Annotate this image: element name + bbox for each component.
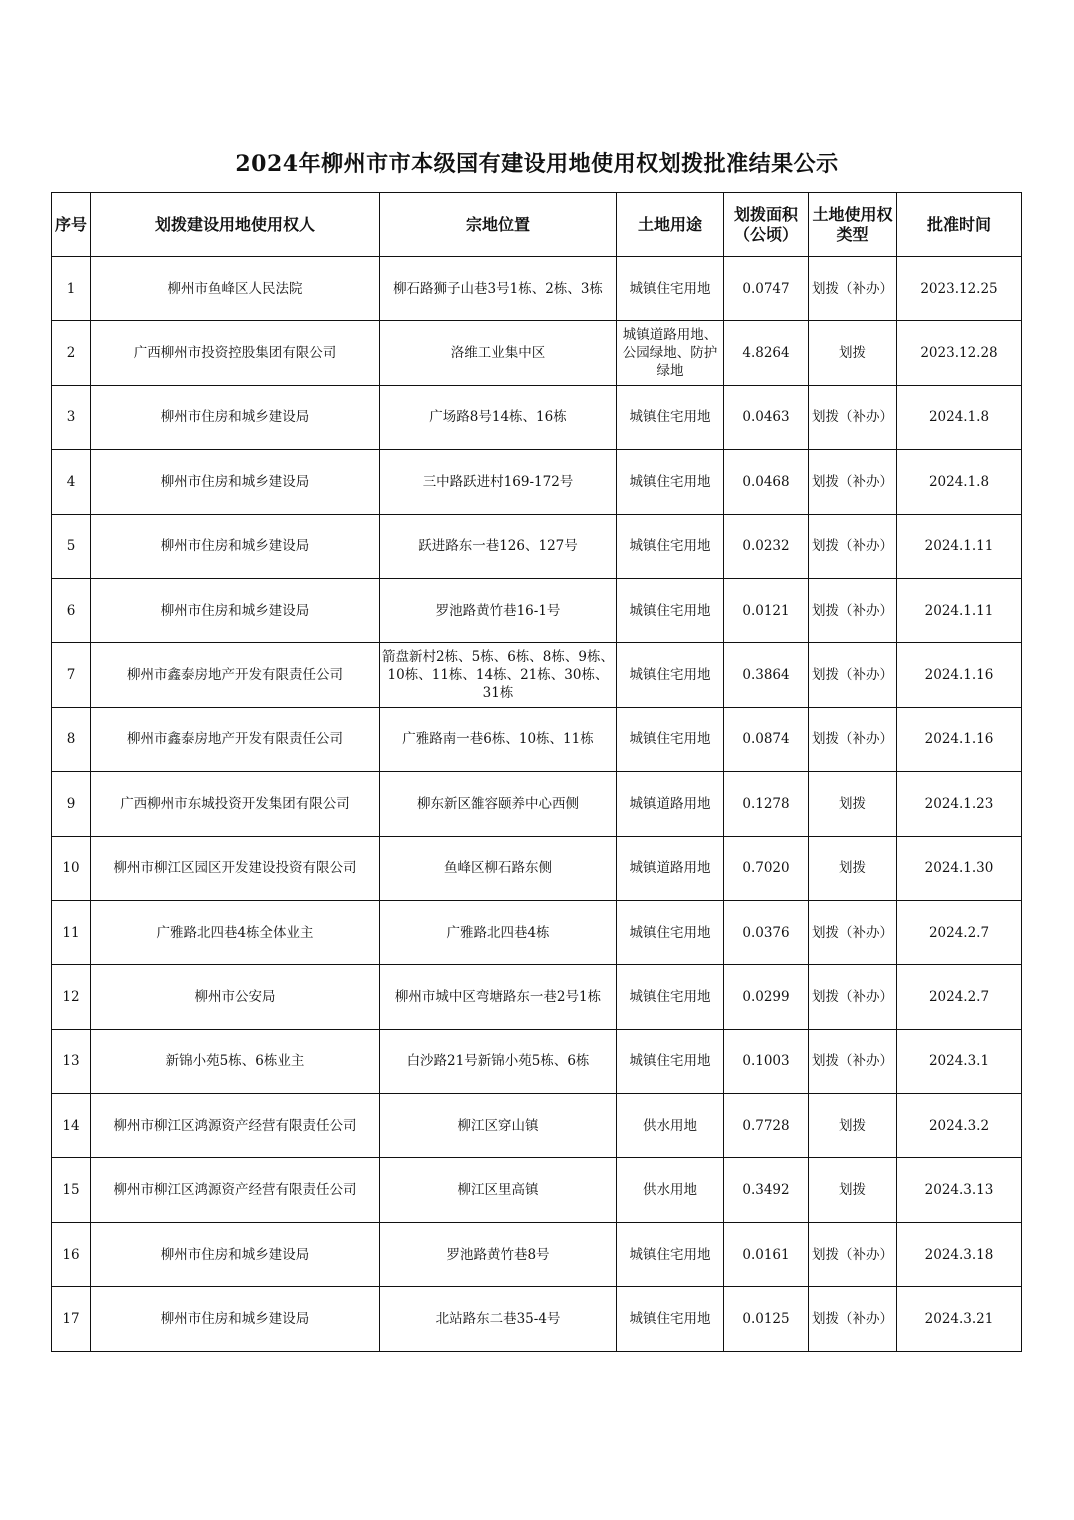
row-holder: 柳州市住房和城乡建设局 bbox=[91, 578, 380, 642]
table-row bbox=[52, 772, 1022, 836]
row-use: 城镇住宅用地 bbox=[617, 257, 724, 321]
row-date: 2024.1.11 bbox=[897, 514, 1022, 578]
row-index: 10 bbox=[52, 836, 91, 900]
row-holder: 柳州市住房和城乡建设局 bbox=[91, 1287, 380, 1351]
table-row bbox=[52, 1158, 1022, 1222]
header-holder: 划拨建设用地使用权人 bbox=[91, 193, 380, 257]
row-area: 0.0874 bbox=[724, 707, 809, 771]
row-use: 供水用地 bbox=[617, 1158, 724, 1222]
row-holder: 柳州市柳江区鸿源资产经营有限责任公司 bbox=[91, 1158, 380, 1222]
page-title: 2024年柳州市市本级国有建设用地使用权划拨批准结果公示 bbox=[235, 151, 839, 177]
row-use: 城镇住宅用地 bbox=[617, 707, 724, 771]
row-use: 城镇道路用地 bbox=[617, 836, 724, 900]
row-holder: 柳州市鑫泰房地产开发有限责任公司 bbox=[91, 707, 380, 771]
row-index: 2 bbox=[52, 321, 91, 385]
row-area: 0.0376 bbox=[724, 900, 809, 964]
table-row bbox=[52, 578, 1022, 642]
row-right-type: 划拨（补办） bbox=[809, 578, 897, 642]
row-index: 5 bbox=[52, 514, 91, 578]
row-index: 15 bbox=[52, 1158, 91, 1222]
row-area: 0.0299 bbox=[724, 965, 809, 1029]
row-use: 城镇住宅用地 bbox=[617, 450, 724, 514]
row-location: 洛维工业集中区 bbox=[380, 321, 617, 385]
row-index: 13 bbox=[52, 1029, 91, 1093]
row-use: 城镇住宅用地 bbox=[617, 1029, 724, 1093]
row-location: 北站路东二巷35-4号 bbox=[380, 1287, 617, 1351]
row-area: 0.0747 bbox=[724, 257, 809, 321]
row-use: 城镇道路用地、公园绿地、防护绿地 bbox=[617, 321, 724, 385]
row-date: 2024.1.11 bbox=[897, 578, 1022, 642]
row-right-type: 划拨（补办） bbox=[809, 900, 897, 964]
table-row bbox=[52, 385, 1022, 449]
row-area: 0.3864 bbox=[724, 643, 809, 707]
row-right-type: 划拨（补办） bbox=[809, 965, 897, 1029]
row-location: 柳江区穿山镇 bbox=[380, 1094, 617, 1158]
table-row bbox=[52, 514, 1022, 578]
table-row bbox=[52, 1222, 1022, 1286]
row-location: 广雅路南一巷6栋、10栋、11栋 bbox=[380, 707, 617, 771]
row-area: 0.7020 bbox=[724, 836, 809, 900]
header-date: 批准时间 bbox=[897, 193, 1022, 257]
row-holder: 广雅路北四巷4栋全体业主 bbox=[91, 900, 380, 964]
row-area: 0.0468 bbox=[724, 450, 809, 514]
table-row bbox=[52, 1029, 1022, 1093]
row-use: 城镇住宅用地 bbox=[617, 385, 724, 449]
row-area: 0.1003 bbox=[724, 1029, 809, 1093]
row-holder: 柳州市住房和城乡建设局 bbox=[91, 450, 380, 514]
row-right-type: 划拨（补办） bbox=[809, 450, 897, 514]
row-location: 广雅路北四巷4栋 bbox=[380, 900, 617, 964]
row-right-type: 划拨 bbox=[809, 1094, 897, 1158]
table-row bbox=[52, 836, 1022, 900]
row-right-type: 划拨 bbox=[809, 836, 897, 900]
row-location: 柳州市城中区弯塘路东一巷2号1栋 bbox=[380, 965, 617, 1029]
row-location: 柳东新区雒容颐养中心西侧 bbox=[380, 772, 617, 836]
row-index: 12 bbox=[52, 965, 91, 1029]
row-date: 2024.1.23 bbox=[897, 772, 1022, 836]
row-date: 2024.3.1 bbox=[897, 1029, 1022, 1093]
row-use: 城镇住宅用地 bbox=[617, 1222, 724, 1286]
row-holder: 柳州市公安局 bbox=[91, 965, 380, 1029]
row-use: 城镇住宅用地 bbox=[617, 900, 724, 964]
row-date: 2024.3.2 bbox=[897, 1094, 1022, 1158]
row-holder: 柳州市柳江区园区开发建设投资有限公司 bbox=[91, 836, 380, 900]
table-row bbox=[52, 1094, 1022, 1158]
row-use: 城镇住宅用地 bbox=[617, 643, 724, 707]
row-date: 2024.1.16 bbox=[897, 643, 1022, 707]
row-index: 8 bbox=[52, 707, 91, 771]
row-area: 0.3492 bbox=[724, 1158, 809, 1222]
row-area: 0.1278 bbox=[724, 772, 809, 836]
row-location: 白沙路21号新锦小苑5栋、6栋 bbox=[380, 1029, 617, 1093]
row-index: 17 bbox=[52, 1287, 91, 1351]
row-use: 城镇住宅用地 bbox=[617, 1287, 724, 1351]
row-holder: 广西柳州市东城投资开发集团有限公司 bbox=[91, 772, 380, 836]
row-holder: 柳州市鑫泰房地产开发有限责任公司 bbox=[91, 643, 380, 707]
table-row bbox=[52, 643, 1022, 707]
row-index: 3 bbox=[52, 385, 91, 449]
row-holder: 柳州市柳江区鸿源资产经营有限责任公司 bbox=[91, 1094, 380, 1158]
row-date: 2024.1.30 bbox=[897, 836, 1022, 900]
row-date: 2024.1.8 bbox=[897, 450, 1022, 514]
row-location: 罗池路黄竹巷8号 bbox=[380, 1222, 617, 1286]
row-holder: 柳州市住房和城乡建设局 bbox=[91, 514, 380, 578]
row-area: 4.8264 bbox=[724, 321, 809, 385]
row-right-type: 划拨（补办） bbox=[809, 643, 897, 707]
row-use: 供水用地 bbox=[617, 1094, 724, 1158]
allocation-table bbox=[51, 192, 1022, 1352]
table-body bbox=[52, 257, 1022, 1352]
row-area: 0.0161 bbox=[724, 1222, 809, 1286]
row-right-type: 划拨 bbox=[809, 1158, 897, 1222]
row-date: 2023.12.28 bbox=[897, 321, 1022, 385]
row-location: 柳石路狮子山巷3号1栋、2栋、3栋 bbox=[380, 257, 617, 321]
table-row bbox=[52, 965, 1022, 1029]
row-use: 城镇住宅用地 bbox=[617, 965, 724, 1029]
row-right-type: 划拨（补办） bbox=[809, 257, 897, 321]
row-location: 三中路跃进村169-172号 bbox=[380, 450, 617, 514]
row-index: 7 bbox=[52, 643, 91, 707]
table-row bbox=[52, 1287, 1022, 1351]
row-right-type: 划拨 bbox=[809, 772, 897, 836]
row-location: 柳江区里高镇 bbox=[380, 1158, 617, 1222]
header-row bbox=[52, 193, 1022, 257]
table-row bbox=[52, 900, 1022, 964]
row-date: 2024.3.18 bbox=[897, 1222, 1022, 1286]
row-index: 4 bbox=[52, 450, 91, 514]
header-area: 划拨面积（公顷） bbox=[724, 193, 809, 257]
row-date: 2024.1.8 bbox=[897, 385, 1022, 449]
row-holder: 柳州市住房和城乡建设局 bbox=[91, 1222, 380, 1286]
table-row bbox=[52, 450, 1022, 514]
row-index: 11 bbox=[52, 900, 91, 964]
row-area: 0.0463 bbox=[724, 385, 809, 449]
table-row bbox=[52, 321, 1022, 385]
row-index: 9 bbox=[52, 772, 91, 836]
header-index: 序号 bbox=[52, 193, 91, 257]
row-right-type: 划拨（补办） bbox=[809, 385, 897, 449]
row-holder: 广西柳州市投资控股集团有限公司 bbox=[91, 321, 380, 385]
header-right-type: 土地使用权类型 bbox=[809, 193, 897, 257]
table-row bbox=[52, 707, 1022, 771]
row-index: 6 bbox=[52, 578, 91, 642]
row-date: 2024.2.7 bbox=[897, 900, 1022, 964]
row-use: 城镇住宅用地 bbox=[617, 578, 724, 642]
row-date: 2024.3.21 bbox=[897, 1287, 1022, 1351]
row-use: 城镇道路用地 bbox=[617, 772, 724, 836]
row-use: 城镇住宅用地 bbox=[617, 514, 724, 578]
row-date: 2023.12.25 bbox=[897, 257, 1022, 321]
row-date: 2024.3.13 bbox=[897, 1158, 1022, 1222]
row-right-type: 划拨（补办） bbox=[809, 707, 897, 771]
row-area: 0.0125 bbox=[724, 1287, 809, 1351]
row-date: 2024.2.7 bbox=[897, 965, 1022, 1029]
row-area: 0.0121 bbox=[724, 578, 809, 642]
row-location: 鱼峰区柳石路东侧 bbox=[380, 836, 617, 900]
row-index: 1 bbox=[52, 257, 91, 321]
row-right-type: 划拨（补办） bbox=[809, 1222, 897, 1286]
row-right-type: 划拨（补办） bbox=[809, 514, 897, 578]
row-holder: 柳州市住房和城乡建设局 bbox=[91, 385, 380, 449]
row-right-type: 划拨（补办） bbox=[809, 1029, 897, 1093]
table-row bbox=[52, 257, 1022, 321]
row-holder: 柳州市鱼峰区人民法院 bbox=[91, 257, 380, 321]
row-location: 罗池路黄竹巷16-1号 bbox=[380, 578, 617, 642]
row-index: 16 bbox=[52, 1222, 91, 1286]
row-area: 0.0232 bbox=[724, 514, 809, 578]
row-area: 0.7728 bbox=[724, 1094, 809, 1158]
row-location: 跃进路东一巷126、127号 bbox=[380, 514, 617, 578]
row-right-type: 划拨（补办） bbox=[809, 1287, 897, 1351]
row-index: 14 bbox=[52, 1094, 91, 1158]
header-location: 宗地位置 bbox=[380, 193, 617, 257]
row-holder: 新锦小苑5栋、6栋业主 bbox=[91, 1029, 380, 1093]
row-right-type: 划拨 bbox=[809, 321, 897, 385]
header-use: 土地用途 bbox=[617, 193, 724, 257]
row-location: 广场路8号14栋、16栋 bbox=[380, 385, 617, 449]
row-date: 2024.1.16 bbox=[897, 707, 1022, 771]
row-location: 箭盘新村2栋、5栋、6栋、8栋、9栋、10栋、11栋、14栋、21栋、30栋、31栋 bbox=[380, 643, 617, 707]
